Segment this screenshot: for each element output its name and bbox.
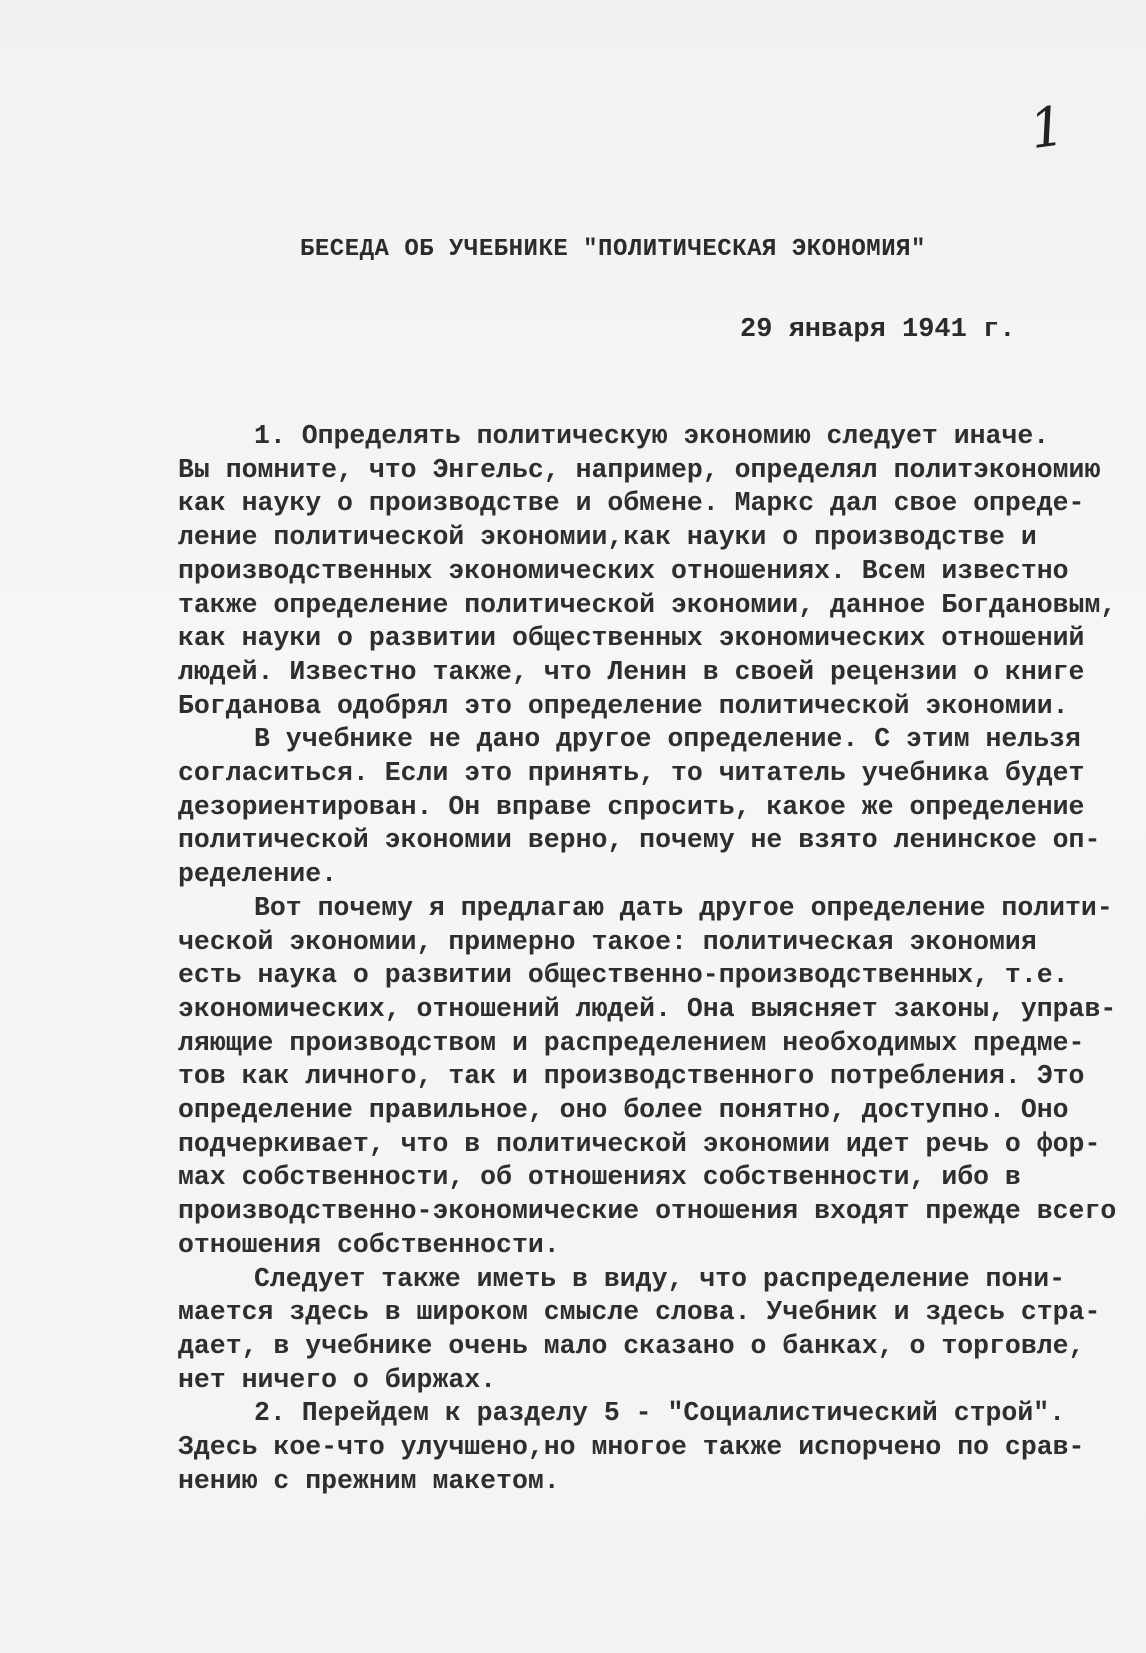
text-line: 2. Перейдем к разделу 5 - "Социалистический строй". [254,1398,1066,1429]
text-line: ление политической экономии,как науки о производстве и [178,522,1037,553]
text-line: как науку о производстве и обмене. Маркс дал свое опреде- [178,488,1085,519]
text-line: подчеркивает, что в политической экономии идет речь о фор- [178,1128,1101,1159]
text-line: определение правильное, оно более понятно, доступно. Оно [178,1095,1069,1126]
text-line: ческой экономии, примерно такое: политическая экономия [178,926,1037,957]
text-line: мах собственности, об отношениях собственности, ибо в [178,1162,1021,1193]
text-line: Вот почему я предлагаю дать другое определение полити- [254,892,1113,923]
text-line: 1. Определять политическую экономию следует иначе. [254,421,1050,451]
document-body [178,420,1123,1499]
text-line: мается здесь в широком смысле слова. Учебник и здесь стра- [178,1297,1101,1328]
text-line: также определение политической экономии, данное Богдановым, [178,589,1117,620]
text-line: согласиться. Если это принять, то читатель учебника будет [178,758,1085,789]
text-line: В учебнике не дано другое определение. С этим нельзя [254,724,1081,755]
text-line: Вы помните, что Энгельс, например, определял политэкономию [178,454,1101,485]
text-line: тов как личного, так и производственного потребления. Это [178,1061,1085,1092]
text-line: как науки о развитии общественных экономических отношений [178,623,1085,654]
text-line: нению с прежним макетом. [178,1465,560,1496]
text-line: ляющие производством и распределением необходимых предме- [178,1027,1085,1058]
text-line: есть наука о развитии общественно-производственных, т.е. [178,960,1069,991]
document-date: 29 января 1941 г. [740,315,1016,345]
text-line: производственно-экономические отношения входят прежде всего [178,1196,1117,1227]
text-line: людей. Известно также, что Ленин в своей рецензии о книге [178,656,1085,687]
text-line: дает, в учебнике очень мало сказано о банках, о торговле, [178,1330,1085,1361]
text-line: производственных экономических отношениях. Всем известно [178,555,1069,586]
document-title: БЕСЕДА ОБ УЧЕБНИКЕ "ПОЛИТИЧЕСКАЯ ЭКОНОМИЯ" [300,236,926,263]
text-line: нет ничего о биржах. [178,1364,497,1395]
text-line: дезориентирован. Он вправе спросить, какое же определение [178,791,1085,822]
text-line: Следует также иметь в виду, что распределение пони- [254,1263,1066,1294]
text-line: Богданова одобрял это определение политической экономии. [178,690,1069,721]
text-line: отношения собственности. [178,1229,560,1260]
text-line: ределение. [178,859,338,890]
page-number: 1 [1025,93,1069,162]
text-line: политической экономии верно, почему не взято ленинское оп- [178,825,1101,856]
text-line: экономических, отношений людей. Она выясняет законы, управ- [178,993,1117,1024]
text-line: Здесь кое-что улучшено,но многое также испорчено по срав- [178,1432,1085,1463]
